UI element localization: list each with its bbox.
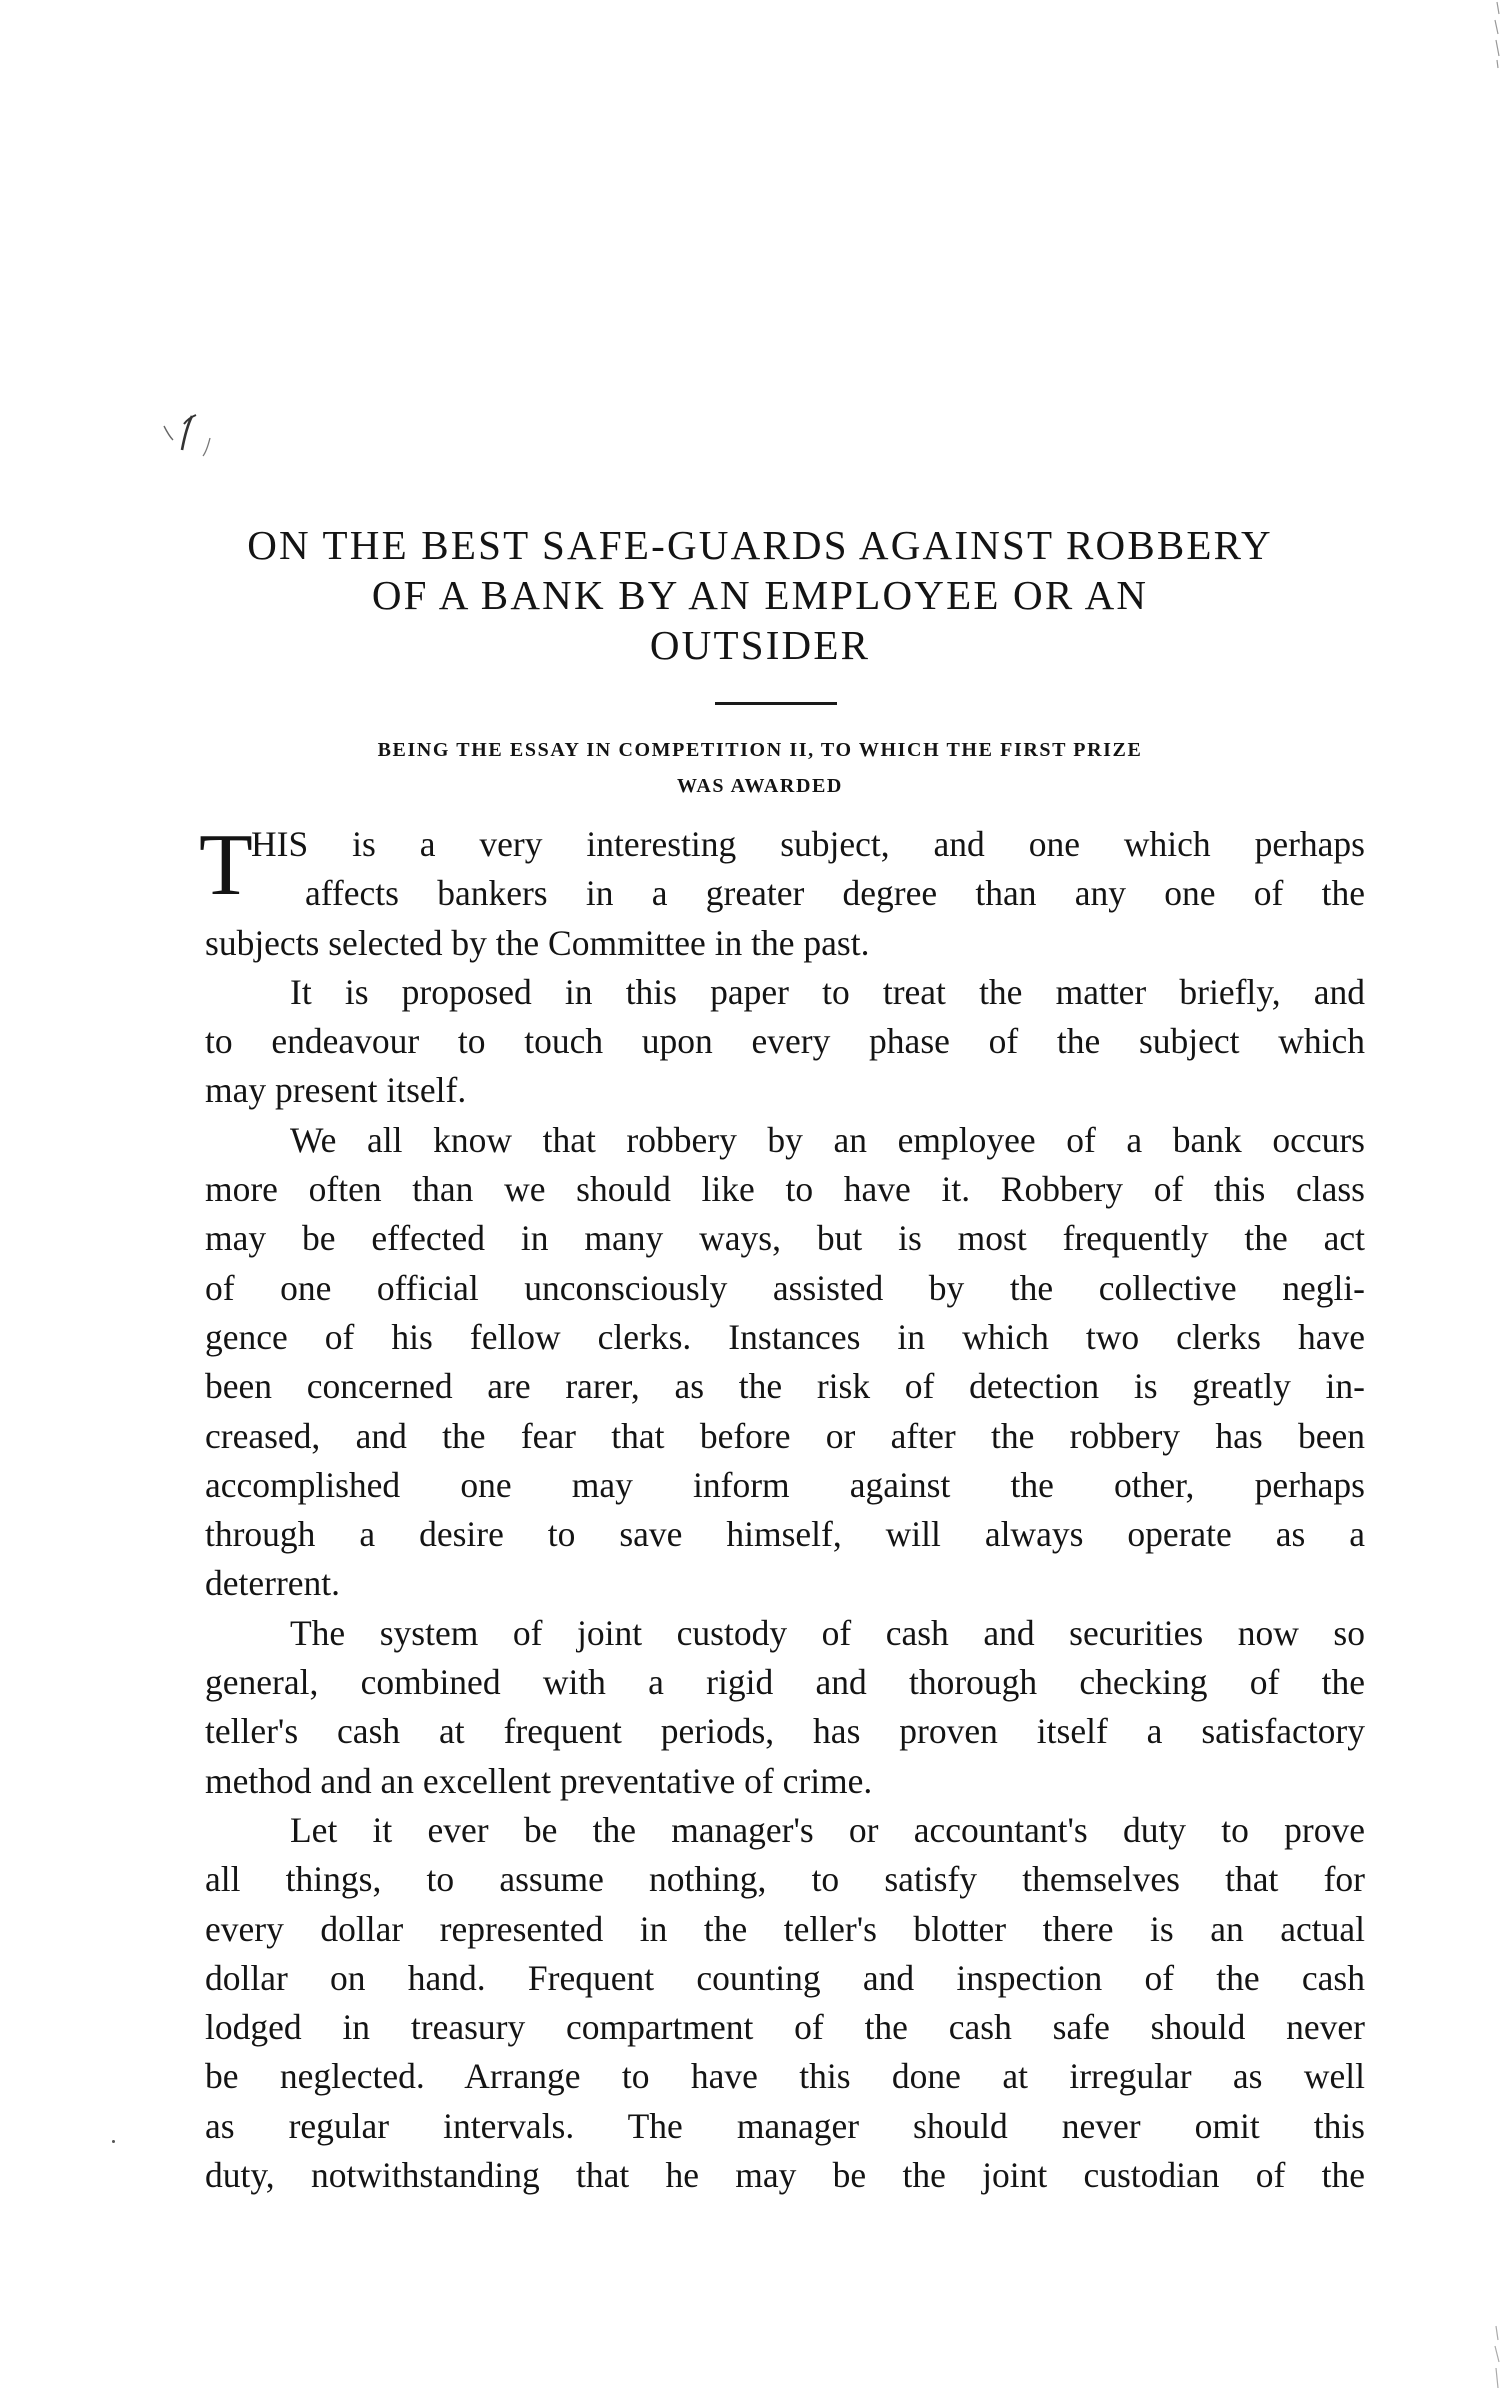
paragraph-2 (205, 968, 1365, 1116)
text-line: method and an excellent preventative of crime. (205, 1760, 873, 1801)
text-line: of one official unconsciously assisted by the collective negli- (205, 1267, 1365, 1308)
paragraph-5 (205, 1806, 1365, 2200)
text-line: may be effected in many ways, but is most frequently the act (205, 1218, 1365, 1259)
text-line: to endeavour to touch upon every phase of the subject which (205, 1021, 1365, 1062)
text-line: every dollar represented in the teller's blotter there is an actual (205, 1908, 1365, 1949)
text-line: deterrent. (205, 1563, 341, 1604)
text-line: duty, notwithstanding that he may be the joint custodian of the (205, 2155, 1365, 2196)
text-line: as regular intervals. The manager should never omit this (205, 2105, 1365, 2146)
text-line: through a desire to save himself, will always operate as a (205, 1514, 1365, 1555)
text-line: been concerned are rarer, as the risk of detection is greatly in- (205, 1366, 1365, 1407)
scan-edge-artifact-bottom (1490, 2322, 1504, 2392)
paragraph-3 (205, 1116, 1365, 1609)
essay-subtitle (200, 732, 1320, 804)
text-line: more often than we should like to have it. Robbery of this class (205, 1169, 1365, 1210)
text-line: subjects selected by the Committee in the past. (205, 922, 870, 963)
text-line: We all know that robbery by an employee of a bank occurs (290, 1119, 1365, 1160)
text-line: be neglected. Arrange to have this done at irregular as well (205, 2056, 1365, 2097)
text-line: general, combined with a rigid and thorough checking of the (205, 1662, 1365, 1703)
text-line: affects bankers in a greater degree than any one of the (305, 873, 1365, 914)
text-line: all things, to assume nothing, to satisfy themselves that for (205, 1859, 1365, 1900)
title-line-1: ON THE BEST SAFE-GUARDS AGAINST ROBBERY (247, 522, 1273, 568)
title-line-3: OUTSIDER (649, 622, 871, 668)
text-line: may present itself. (205, 1070, 467, 1111)
text-line: gence of his fellow clerks. Instances in which two clerks have (205, 1316, 1365, 1357)
text-line: Let it ever be the manager's or accountant's duty to prove (290, 1809, 1365, 1850)
text-line: teller's cash at frequent periods, has proven itself a satisfactory (205, 1711, 1365, 1752)
pencil-mark (160, 410, 230, 460)
title-divider (715, 702, 837, 705)
subtitle-line-1: BEING THE ESSAY IN COMPETITION II, TO WHICH THE FIRST PRIZE (377, 739, 1143, 761)
title-line-2: OF A BANK BY AN EMPLOYEE OR AN (371, 572, 1149, 618)
text-line: accomplished one may inform against the other, perhaps (205, 1464, 1365, 1505)
scan-speck (112, 2140, 115, 2143)
text-line: HIS is a very interesting subject, and one which perhaps (251, 824, 1365, 864)
essay-body (199, 817, 1365, 2200)
drop-cap: T (199, 817, 253, 914)
scan-edge-artifact (1490, 0, 1504, 70)
text-line: lodged in treasury compartment of the cash safe should never (205, 2007, 1365, 2048)
paragraph-4 (205, 1609, 1365, 1806)
text-line: creased, and the fear that before or after the robbery has been (205, 1415, 1365, 1456)
paragraph-1 (199, 817, 1365, 968)
text-line: It is proposed in this paper to treat the matter briefly, and (290, 971, 1365, 1012)
text-line: dollar on hand. Frequent counting and inspection of the cash (205, 1957, 1365, 1998)
text-line: The system of joint custody of cash and securities now so (290, 1612, 1365, 1653)
essay-title (150, 520, 1370, 670)
subtitle-line-2: WAS AWARDED (677, 775, 843, 797)
